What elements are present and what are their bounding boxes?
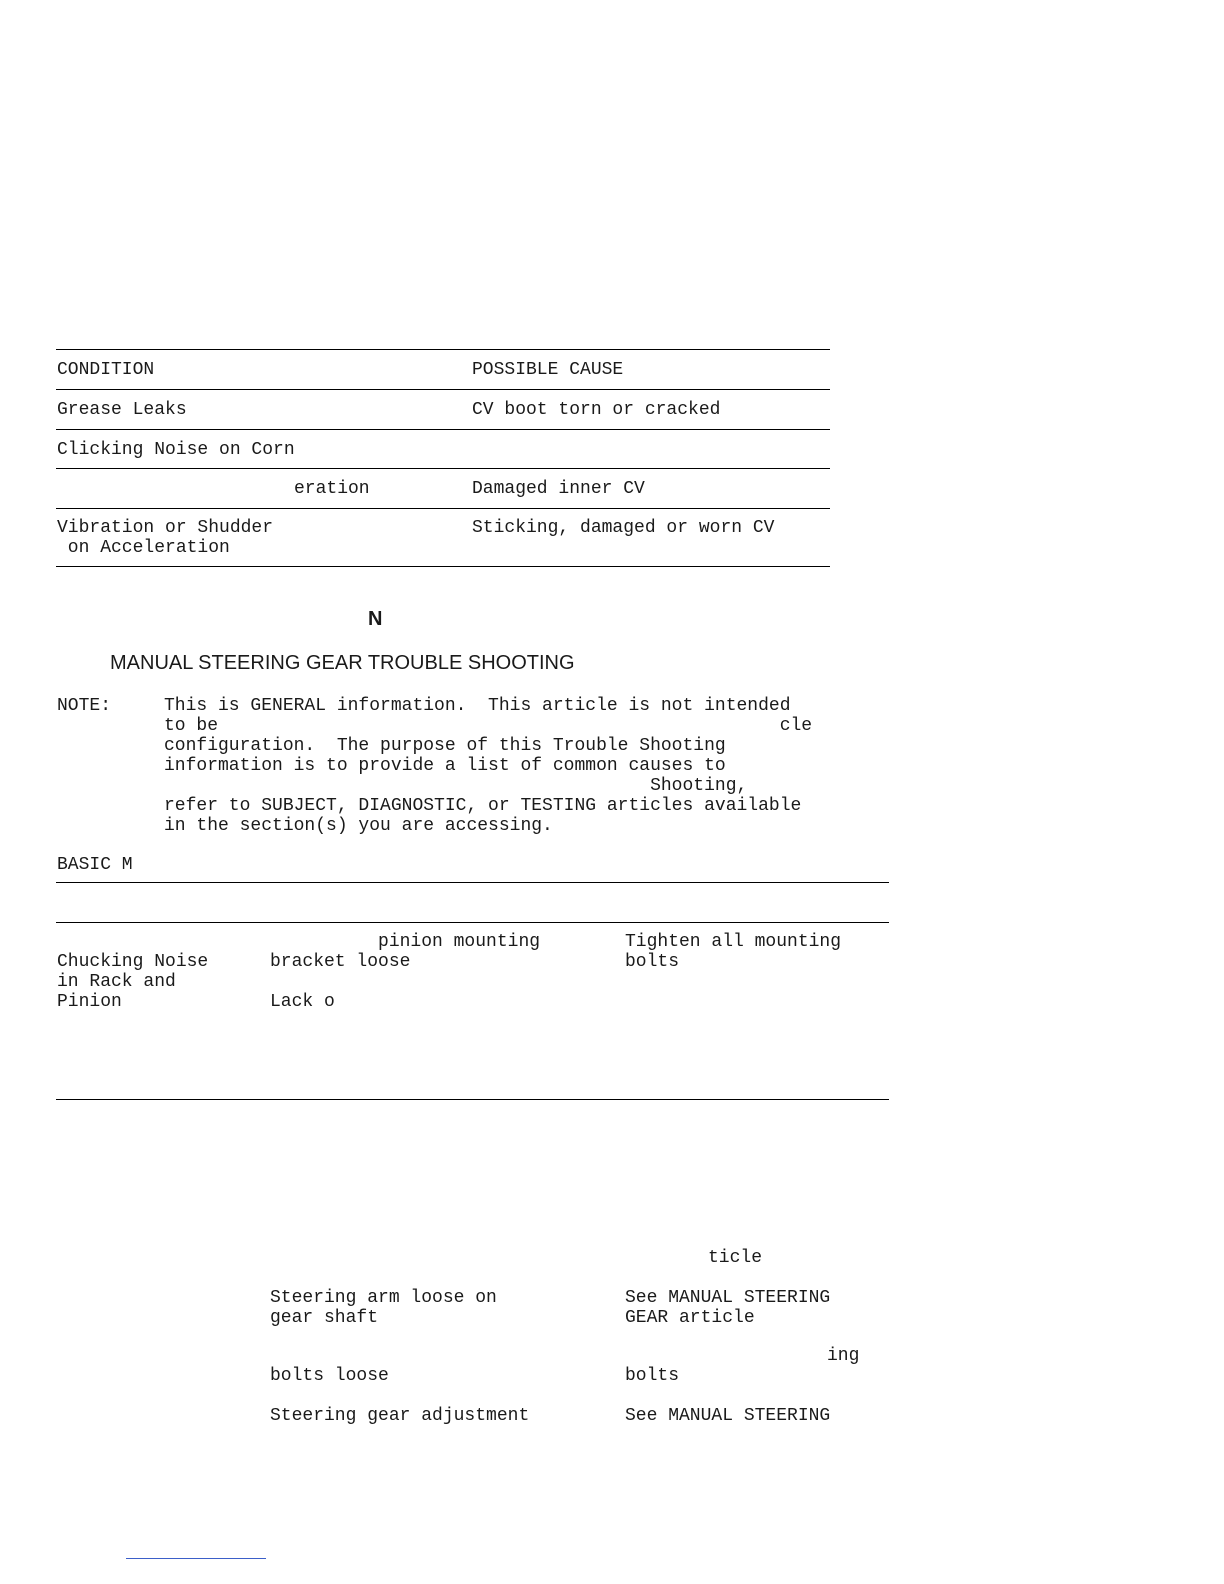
- note-line-4: information is to provide a list of common causes to: [164, 756, 726, 776]
- table1-top-rule: [56, 349, 830, 350]
- row-c-cause: Steering gear adjustment: [270, 1406, 530, 1426]
- note-line-5: Shooting,: [164, 776, 748, 796]
- link-underline[interactable]: [126, 1558, 266, 1559]
- table1-row4-cause: Sticking, damaged or worn CV: [472, 518, 775, 538]
- fragment-ticle: ticle: [708, 1248, 763, 1268]
- table1-row3-cause: Damaged inner CV: [472, 479, 645, 499]
- note-line-7: in the section(s) you are accessing.: [164, 816, 553, 836]
- row-b-action: bolts: [625, 1366, 680, 1386]
- table1-row2-condition: Clicking Noise on Corn: [57, 440, 295, 460]
- note-line-3: configuration. The purpose of this Trouble Shooting: [164, 736, 726, 756]
- table1-row3-condition: eration: [294, 479, 370, 499]
- table2-row1-bottom-rule: [56, 1099, 889, 1100]
- row-b-cause: bolts loose: [270, 1366, 389, 1386]
- table2-row1-action-2: bolts: [625, 952, 680, 972]
- table1-header-rule: [56, 389, 830, 390]
- table2-header-rule: [56, 922, 889, 923]
- section-letter: N: [368, 608, 383, 630]
- table1-row1-rule: [56, 429, 830, 430]
- basic-label: BASIC M: [57, 855, 133, 875]
- table1-header-cause: POSSIBLE CAUSE: [472, 360, 624, 380]
- table2-row1-cause-2: bracket loose: [270, 952, 411, 972]
- section-title: MANUAL STEERING GEAR TROUBLE SHOOTING: [110, 652, 575, 674]
- row-a-cause: Steering arm loose on gear shaft: [270, 1288, 497, 1328]
- table1-bottom-rule: [56, 566, 830, 567]
- note-line-6: refer to SUBJECT, DIAGNOSTIC, or TESTING articles available: [164, 796, 802, 816]
- note-line-2: to be cle: [164, 716, 813, 736]
- table1-row1-condition: Grease Leaks: [57, 400, 187, 420]
- row-c-action: See MANUAL STEERING: [625, 1406, 831, 1426]
- table1-row2-rule: [56, 468, 830, 469]
- table2-row1-condition: Chucking Noise in Rack and Pinion: [57, 952, 209, 1012]
- note-line-1: This is GENERAL information. This article is not intended: [164, 696, 791, 716]
- row-a-action: See MANUAL STEERING GEAR article: [625, 1288, 831, 1328]
- table2-row1-cause-4: Lack o: [270, 992, 335, 1012]
- table2-top-rule: [56, 882, 889, 883]
- table1-row1-cause: CV boot torn or cracked: [472, 400, 721, 420]
- table1-row4-condition: Vibration or Shudder on Acceleration: [57, 518, 274, 558]
- table1-header-condition: CONDITION: [57, 360, 155, 380]
- row-b-action-top: ing: [827, 1346, 860, 1366]
- table2-row1-cause-1: pinion mounting: [270, 932, 541, 952]
- table2-row1-action-1: Tighten all mounting: [625, 932, 842, 952]
- note-label: NOTE:: [57, 696, 112, 716]
- table1-row3-rule: [56, 508, 830, 509]
